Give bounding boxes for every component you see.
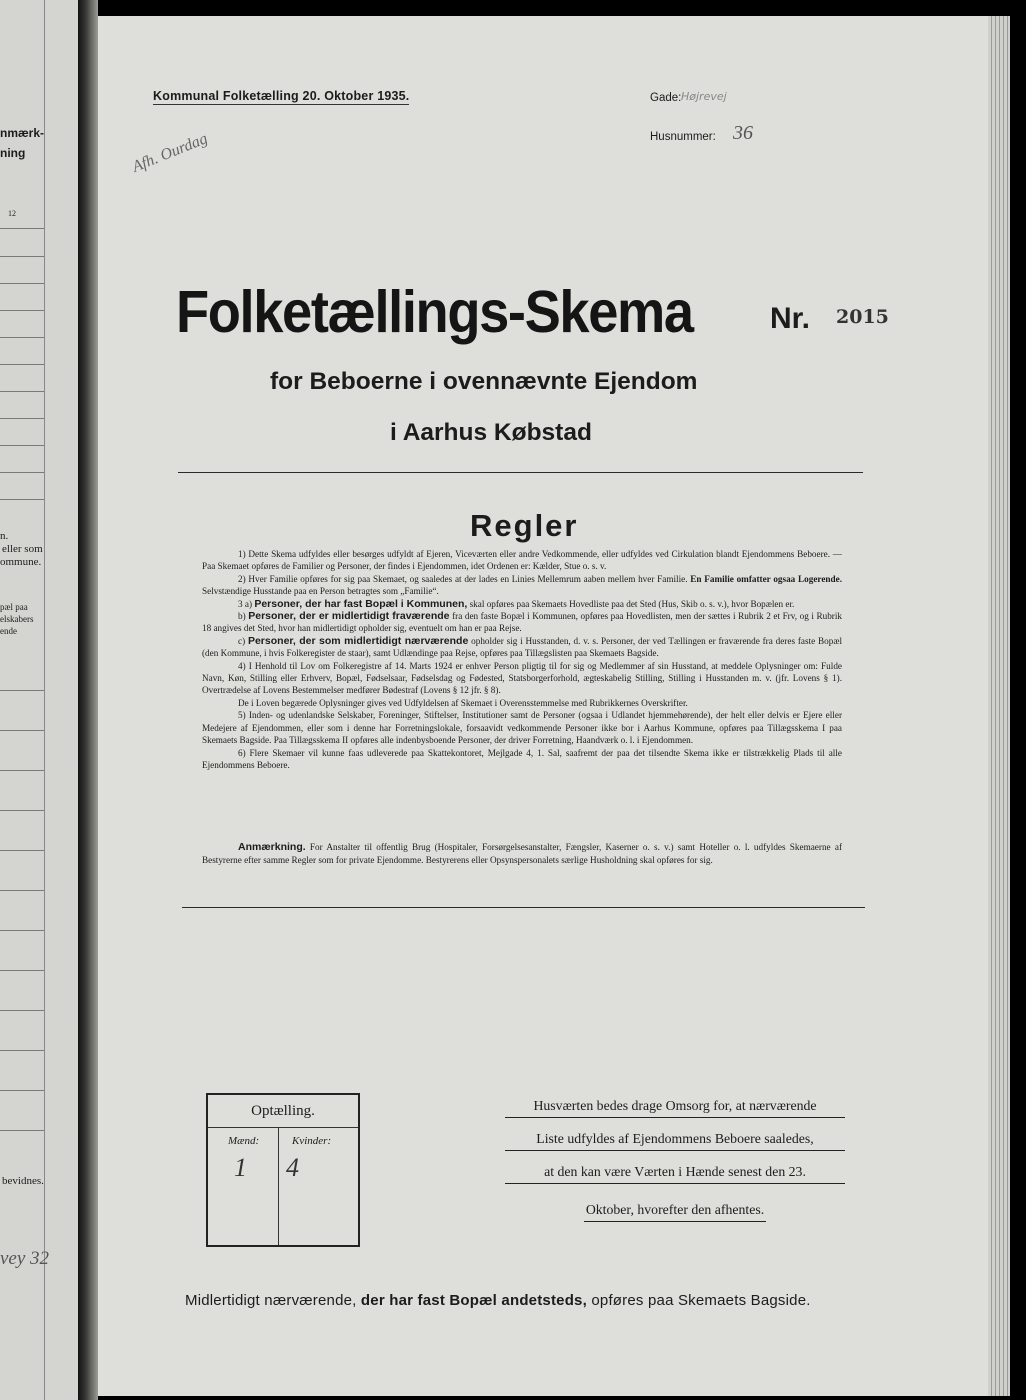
left-facing-page <box>0 0 78 1400</box>
form-number-value: 2015 <box>836 306 889 328</box>
remark-text: For Anstalter til offentlig Brug (Hospitaler, Forsørgelsesanstalter, Fængsler, Kaserner o. s. v.) samt Hoteller o. l. udfyldes Skemaerne af Bestyrerne efter samme Regler som for private Ejendomme. Bestyrerens eller Opsynspersonalets særlige Husholdning skal opføres for sig. <box>202 842 843 865</box>
book-gutter <box>78 0 98 1400</box>
left-page-fragment: ommune. <box>0 556 42 568</box>
rule-4b: De i Loven begærede Oplysninger gives ved Udfyldelsen af Skemaet i Overensstemmelse med Rubrikkernes Overskrifter. <box>238 697 688 708</box>
left-page-rule <box>0 1050 44 1051</box>
left-page-rule <box>0 499 44 500</box>
landlord-notice <box>505 1095 845 1232</box>
form-number-label: Nr. <box>770 302 811 335</box>
handwritten-margin-note: Afh. Ourdag <box>130 130 210 176</box>
notice-line: Husværten bedes drage Omsorg for, at nærværende <box>505 1095 845 1118</box>
rule-3a: 3 a) Personer, der har fast Bopæl i Kommunen, skal opføres paa Skemaets Hovedliste paa det Sted (Hus, Skib o. s. v.), hvor Bopælen er. <box>238 597 795 610</box>
form-title: Folketællings-Skema <box>176 279 693 345</box>
left-page-rule <box>0 256 44 257</box>
left-page-fragment: pæl paa <box>0 602 28 612</box>
left-page-rule <box>0 770 44 771</box>
left-page-handwriting: vey 32 <box>0 1248 50 1269</box>
left-page-rule <box>0 690 44 691</box>
street-value: Højrevej <box>681 90 727 103</box>
left-page-rule <box>0 810 44 811</box>
rule-3c: c) Personer, der som midlertidigt nærværende opholder sig i Husstanden, d. v. s. Personer, der ved Tællingen er fraværende fra deres faste Bopæl (den Kommune, i hvis Folkeregister de staar), samt Udlændinge paa Rejse, opføres paa Tillægslisten paa Skemaets Bagside. <box>202 634 843 659</box>
left-page-fragment: nmærk- <box>0 126 45 140</box>
form-subtitle: for Beboerne i ovennævnte Ejendom <box>270 368 698 395</box>
left-page-rule <box>0 890 44 891</box>
left-page-fragment: elskabers <box>0 614 34 624</box>
left-page-rule <box>0 1130 44 1131</box>
house-number-label: Husnummer: <box>650 131 716 143</box>
rules-heading: Regler <box>470 508 579 543</box>
notice-line: Oktober, hvorefter den afhentes. <box>584 1199 766 1222</box>
left-page-rule <box>0 730 44 731</box>
form-subtitle-city: i Aarhus Købstad <box>390 419 592 446</box>
left-page-rule <box>0 364 44 365</box>
women-count: 4 <box>286 1153 299 1182</box>
street-label: Gade: <box>650 92 682 104</box>
rule-4: 4) I Henhold til Lov om Folkeregistre af 14. Marts 1924 er enhver Person pligtig til for sig og Medlemmer af sin Husstand, at meddele Oplysninger om: Fulde Navn, Køn, Stilling eller Erhverv, Bopæl, Fødselsaar, Fødselsdag og Fødested, Statsborgerforhold, ægteskabelig Stilling, Stilling i Husstanden m. v. (jfr. Lovens § 1). Overtrædelse af Lovens Bestemmelser medfører Bødestraf (Lovens § 12 jfr. § 8). <box>202 660 842 696</box>
left-page-fragment: eller som <box>2 543 43 555</box>
left-page-rule <box>0 391 44 392</box>
left-page-fragment: ning <box>0 146 26 160</box>
left-page-rule <box>0 472 44 473</box>
left-page-rule <box>0 337 44 338</box>
remark-label: Anmærkning. <box>238 841 306 853</box>
rule-1: 1) Dette Skema udfyldes eller besørges udfyldt af Ejeren, Viceværten eller andre Vedkommende, eller udfyldes ved Cirkulation blandt Ejendommens Beboere. — Paa Skemaet opføres de Familier og Personer, der findes i Ejendommen, idet Ordenen er: Kælder, Stue o. s. v. <box>202 549 842 572</box>
men-count: 1 <box>234 1153 247 1182</box>
count-column-divider <box>278 1127 279 1245</box>
left-page-rule <box>0 228 44 229</box>
left-page-rule <box>0 283 44 284</box>
rule-2: 2) Hver Familie opføres for sig paa Skemaet, og saaledes at der lades en Linies Mellemrum aaben mellem hver Familie. En Familie omfatter ogsaa Logerende. Selvstændige Husstande paa en Person betragtes som „Familie“. <box>202 573 842 597</box>
rule-6: 6) Flere Skemaer vil kunne faas udleverede paa Skattekontoret, Mejlgade 4, 1. Sal, saafremt der paa det tilsendte Skema ikke er tilstrækkelig Plads til alle Ejendommens Beboere. <box>202 747 842 770</box>
census-header: Kommunal Folketælling 20. Oktober 1935. <box>153 89 410 103</box>
left-page-rule <box>0 445 44 446</box>
rule-5: 5) Inden- og udenlandske Selskaber, Foreninger, Stiftelser, Institutioner samt de Personer (ogsaa i Udlandet hjemmehørende), der helt eller delvis er Ejere eller Medejere af Ejendommen, eller som i denne har Forretningslokale, forsaavidt vedkommende Personer ikke bor i Aarhus Kommune, opføres paa Tillægsskema I paa Skemaets Bagside. Paa Tillægsskema II opføres alle indenbysboende Personer, der driver Forretning, Haandværk o. l. i Ejendommen. <box>202 710 842 746</box>
rules-text <box>202 548 842 771</box>
count-box <box>206 1093 360 1247</box>
men-label: Mænd: <box>228 1135 260 1147</box>
left-page-rule <box>0 970 44 971</box>
rule-3b: b) Personer, der er midlertidigt fraværende fra den faste Bopæl i Kommunen, opføres paa Hovedlisten, men der sættes i Rubrik 2 et Frv, og i Rubrik 18 angives det Sted, hvor han midlertidigt opholder sig, eventuelt om han er paa Rejse. <box>202 610 843 634</box>
left-page-fragment: 12 <box>8 209 16 218</box>
left-page-fragment: n. <box>0 530 9 542</box>
page-edges <box>988 16 1010 1396</box>
remark-section <box>202 841 842 866</box>
house-number-value: 36 <box>733 122 753 144</box>
notice-line: at den kan være Værten i Hænde senest den 23. <box>505 1161 845 1184</box>
footer-instruction: Midlertidigt nærværende, der har fast Bopæl andetsteds, opføres paa Skemaets Bagside. <box>185 1292 811 1309</box>
left-page-fragment: ende <box>0 626 17 636</box>
left-page-rule <box>0 310 44 311</box>
left-page-rule <box>0 930 44 931</box>
left-page-rule <box>0 418 44 419</box>
women-label: Kvinder: <box>292 1135 332 1147</box>
count-title: Optælling. <box>208 1095 358 1128</box>
left-page-fragment: bevidnes. <box>2 1175 44 1187</box>
notice-line: Liste udfyldes af Ejendommens Beboere saaledes, <box>505 1128 845 1151</box>
divider-line <box>178 472 863 473</box>
left-page-rule <box>0 1090 44 1091</box>
left-page-rule <box>0 850 44 851</box>
divider-line <box>182 907 865 908</box>
left-page-column-line <box>44 0 45 1400</box>
left-page-rule <box>0 1010 44 1011</box>
